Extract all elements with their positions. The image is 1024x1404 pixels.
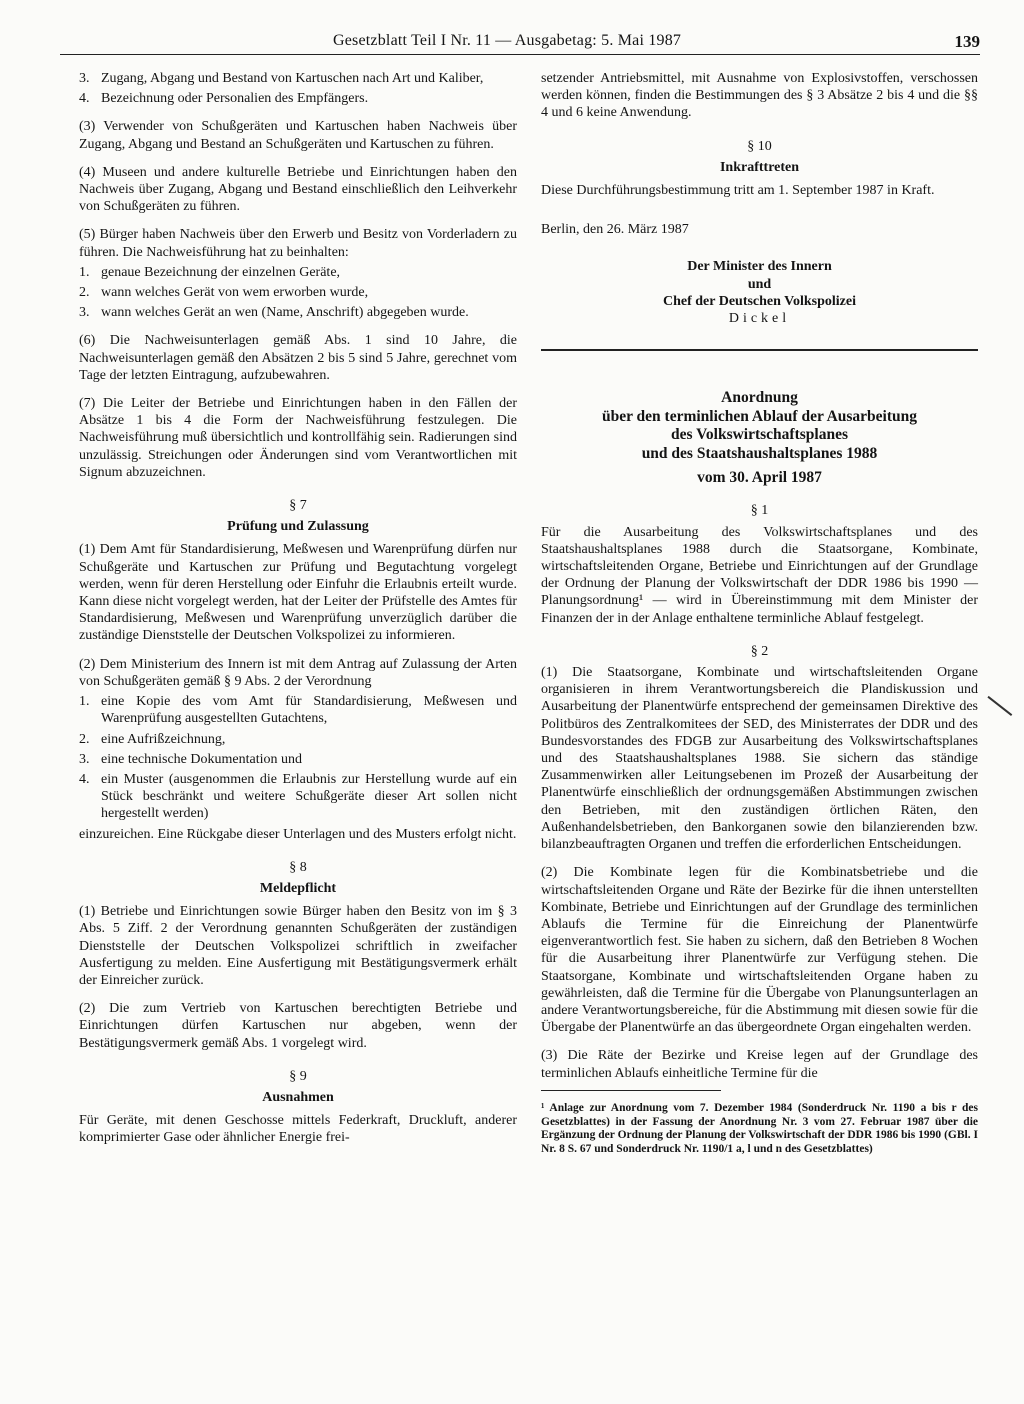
paragraph-7: (7) Die Leiter der Betriebe und Einrichtungen haben in den Fällen der Absätze 1 bis 4 die Form der Nachweisführung festzulegen. Die Nachweisführung muß übersichtlich und kontrollfähig sein. Radierungen sind unzulässig. Streichungen oder Änderungen sind vom Verantwortlichen mit Signum abzuzeichnen. xyxy=(79,396,517,480)
section-title: Inkrafttreten xyxy=(719,159,800,175)
ordinance-title: und des Staatshaushaltsplanes 1988 xyxy=(641,444,878,462)
section-number: § 7 xyxy=(289,498,307,514)
list-text: genaue Bezeichnung der einzelnen Geräte, xyxy=(101,264,341,280)
list-number: 3. xyxy=(79,305,90,321)
list-text: ein Muster (ausgenommen die Erlaubnis zur Herstellung wurde auf ein Stück beschränkt und weitere Schußgeräte dieser Art sollen nicht hergestellt werden) xyxy=(101,771,517,822)
ordinance-title: Anordnung xyxy=(721,389,798,407)
section-number: § 9 xyxy=(289,1068,307,1084)
paragraph: einzureichen. Eine Rückgabe dieser Unterlagen und des Musters erfolgt nicht. xyxy=(79,826,517,842)
section-divider xyxy=(541,349,978,351)
section-number: § 8 xyxy=(289,859,307,875)
paragraph-5: (5) Bürger haben Nachweis über den Erwerb und Besitz von Vorderladern zu führen. Die Nachweisführung hat zu beinhalten: xyxy=(79,227,517,260)
section-title: Prüfung und Zulassung xyxy=(227,519,369,535)
list-number: 4. xyxy=(79,91,90,107)
list-item xyxy=(79,264,517,281)
paragraph: (2) Die zum Vertrieb von Kartuschen berechtigten Betriebe und Einrichtungen dürfen Kartuschen nur abgeben, wenn der Bestätigungsvermerk gemäß Abs. 1 vorgelegt wird. xyxy=(79,1001,517,1051)
list-item xyxy=(79,90,517,107)
list-text: eine Aufrißzeichnung, xyxy=(101,731,226,747)
list-item xyxy=(79,771,517,823)
place-date: Berlin, den 26. März 1987 xyxy=(541,222,689,238)
list-item xyxy=(79,70,517,87)
paragraph: (1) Betriebe und Einrichtungen sowie Bürger haben den Besitz von im § 3 Abs. 5 Ziff. 2 der Verordnung genannten Schußgeräten der zuständigen Dienststelle der Deutschen Volkspolizei schriftlich in zweifacher Ausfertigung zu melden. Eine Ausfertigung mit Bestätigungsvermerk erhält der Einreicher zurück. xyxy=(79,904,517,988)
signature-name: Dickel xyxy=(728,311,791,327)
section-number: § 1 xyxy=(750,503,769,519)
list-number: 4. xyxy=(79,771,90,787)
margin-mark xyxy=(988,696,1013,716)
list-item xyxy=(79,284,517,301)
paragraph: setzender Antriebsmittel, mit Ausnahme von Explosivstoffen, verschossen werden können, finden die Bestimmungen des § 3 Absätze 2 bis 4 und die §§ 4 und 6 keine Anwendung. xyxy=(541,71,978,121)
paragraph: (3) Die Räte der Bezirke und Kreise legen auf der Grundlage des terminlichen Ablaufs einheitliche Termine für die xyxy=(541,1048,978,1081)
list-text: wann welches Gerät an wen (Name, Anschrift) abgegeben wurde. xyxy=(101,305,469,321)
list-text: wann welches Gerät von wem erworben wurde, xyxy=(101,285,369,301)
section-title: Meldepflicht xyxy=(259,880,337,896)
ordinance-title: des Volkswirtschaftsplanes xyxy=(671,426,848,444)
paragraph-3: (3) Verwender von Schußgeräten und Kartuschen haben Nachweis über Zugang, Abgang und Bestand an Schußgeräten und Kartuschen zu führen. xyxy=(79,119,517,152)
paragraph: (2) Die Kombinate legen für die Kombinatsbetriebe und die wirtschaftsleitenden Organe und Räte der Bezirke für die ihnen unterstellten Kombinate, Betriebe und Einrichtungen auf der Grundlage des terminlichen Ablaufs die Termine für die Einreichung der Planentwürfe eigenverantwortlich fest. Sie haben zu sichern, daß den Betrieben 8 Wochen für die Ausarbeitung ihrer Planentwürfe zur Verfügung stehen. Die Staatsorgane, Kombinate und wirtschaftsleitenden Organe haben zu gewährleisten, daß die Termine für die Übergabe von Planungsunterlagen an andere Verantwortungsbereiche, für die Abstimmung mit diesen sowie für die Übergabe der Planentwürfe an das übergeordnete Organ eingehalten werden. xyxy=(541,865,978,1036)
signature-line: Der Minister des Innern xyxy=(687,259,832,275)
list-item xyxy=(79,304,517,321)
paragraph: (2) Dem Ministerium des Innern ist mit dem Antrag auf Zulassung der Arten von Schußgeräten gemäß § 9 Abs. 2 der Verordnung xyxy=(79,656,517,689)
list-number: 3. xyxy=(79,71,90,86)
left-column xyxy=(79,70,517,1158)
footnote: ¹ Anlage zur Anordnung vom 7. Dezember 1984 (Sonderdruck Nr. 1190 a bis r des Gesetzblattes) in der Fassung der Anordnung Nr. 3 vom 27. Februar 1987 über die Ergänzung der Ordnung der Planung der Volkswirtschaft der DDR 1986 bis 1990 (GBl. I Nr. 8 S. 67 und Sonderdruck Nr. 1190/1 a, l und n des Gesetzblattes) xyxy=(541,1102,978,1155)
right-column xyxy=(541,70,978,1168)
header-title: Gesetzblatt Teil I Nr. 11 — Ausgabetag: 5. Mai 1987 xyxy=(333,32,682,49)
list-number: 3. xyxy=(79,751,90,767)
page-number: 139 xyxy=(954,32,980,51)
list-text: eine technische Dokumentation und xyxy=(101,751,302,767)
paragraph: Diese Durchführungsbestimmung tritt am 1. September 1987 in Kraft. xyxy=(541,183,935,199)
signature-line: und xyxy=(747,276,772,292)
list-number: 1. xyxy=(79,694,90,710)
footnote-rule xyxy=(541,1090,721,1091)
section-number: § 2 xyxy=(750,643,769,659)
ordinance-title: über den terminlichen Ablauf der Ausarbeitung xyxy=(601,407,918,425)
page-header xyxy=(60,28,980,54)
list-number: 1. xyxy=(79,264,90,280)
list-item xyxy=(79,693,517,727)
paragraph: Für die Ausarbeitung des Volkswirtschaftsplanes und des Staatshaushaltsplanes 1988 durch die Staatsorgane, Kombinate, wirtschaftsleitenden Organe, Betriebe und Einrichtungen auf der Grundlage der Ordnung der Planung der Volkswirtschaft der DDR 1986 bis 1990 — Planungsordnung¹ — wird in Übereinstimmung mit dem Minister der Finanzen der in der Anlage enthaltene terminliche Ablauf festgelegt. xyxy=(541,524,978,626)
list-item xyxy=(79,731,517,748)
list-number: 2. xyxy=(79,285,90,301)
paragraph: (1) Die Staatsorgane, Kombinate und wirtschaftsleitenden Organe organisieren in ihrem Verantwortungsbereich die Plandiskussion und Ausarbeitung der Planentwürfe entsprechend der gemeinsamen Direktive des Politbüros des Zentralkomitees der SED, des Ministerrates der DDR und des Bundesvorstandes des FDGB zur Ausarbeitung des Volkswirtschaftsplanes und des Staatshaushaltsplanes 1988. Sie sichern das ständige Zusammenwirken aller Leitungsebenen im Prozeß der Ausarbeitung der Planentwürfe einschließlich der ordnungsgemäßen Abstimmungen zwischen den Betrieben, mit den zuständigen örtlichen Räten, den Außenhandelsbetrieben, den Bankorganen sowie den bilanzierenden bzw. bilanzbeauftragten Organen und treffen die erforderlichen Entscheidungen. xyxy=(541,665,978,853)
signature-line: Chef der Deutschen Volkspolizei xyxy=(662,293,857,309)
paragraph-6: (6) Die Nachweisunterlagen gemäß Abs. 1 sind 10 Jahre, die Nachweisunterlagen gemäß den Absätzen 2 bis 5 sind 5 Jahre, gerechnet vom Tage der letzten Eintragung, aufzubewahren. xyxy=(79,333,517,383)
ordinance-date: vom 30. April 1987 xyxy=(697,469,822,487)
paragraph-4: (4) Museen und andere kulturelle Betriebe und Einrichtungen haben den Nachweis über Zugang, Abgang und Bestand einschließlich den Leihverkehr von Schußgeräten zu führen. xyxy=(79,164,517,215)
list-text: eine Kopie des vom Amt für Standardisierung, Meßwesen und Warenprüfung ausgestellten Gutachtens, xyxy=(101,694,517,727)
paragraph: Für Geräte, mit denen Geschosse mittels Federkraft, Druckluft, anderer komprimierter Gase oder ähnlicher Energie frei- xyxy=(79,1113,517,1146)
paragraph: (1) Dem Amt für Standardisierung, Meßwesen und Warenprüfung dürfen nur Schußgeräte und Kartuschen zur Prüfung und Begutachtung vorgelegt werden, wenn für deren Herstellung oder Einfuhr die Erlaubnis erteilt wurde. Kann diese nicht vorgelegt werden, hat der Leiter der Prüfstelle des Amtes für Standardisierung, Meßwesen und Warenprüfung unverzüglich darüber die zuständige Dienststelle der Deutschen Volkspolizei zu informieren. xyxy=(79,542,517,644)
list-text: Zugang, Abgang und Bestand von Kartuschen nach Art und Kaliber, xyxy=(101,71,484,86)
list-text: Bezeichnung oder Personalien des Empfängers. xyxy=(101,91,369,107)
list-number: 2. xyxy=(79,731,90,747)
section-title: Ausnahmen xyxy=(262,1089,334,1105)
section-number: § 10 xyxy=(747,138,772,154)
list-item xyxy=(79,751,517,768)
header-rule xyxy=(60,54,980,55)
